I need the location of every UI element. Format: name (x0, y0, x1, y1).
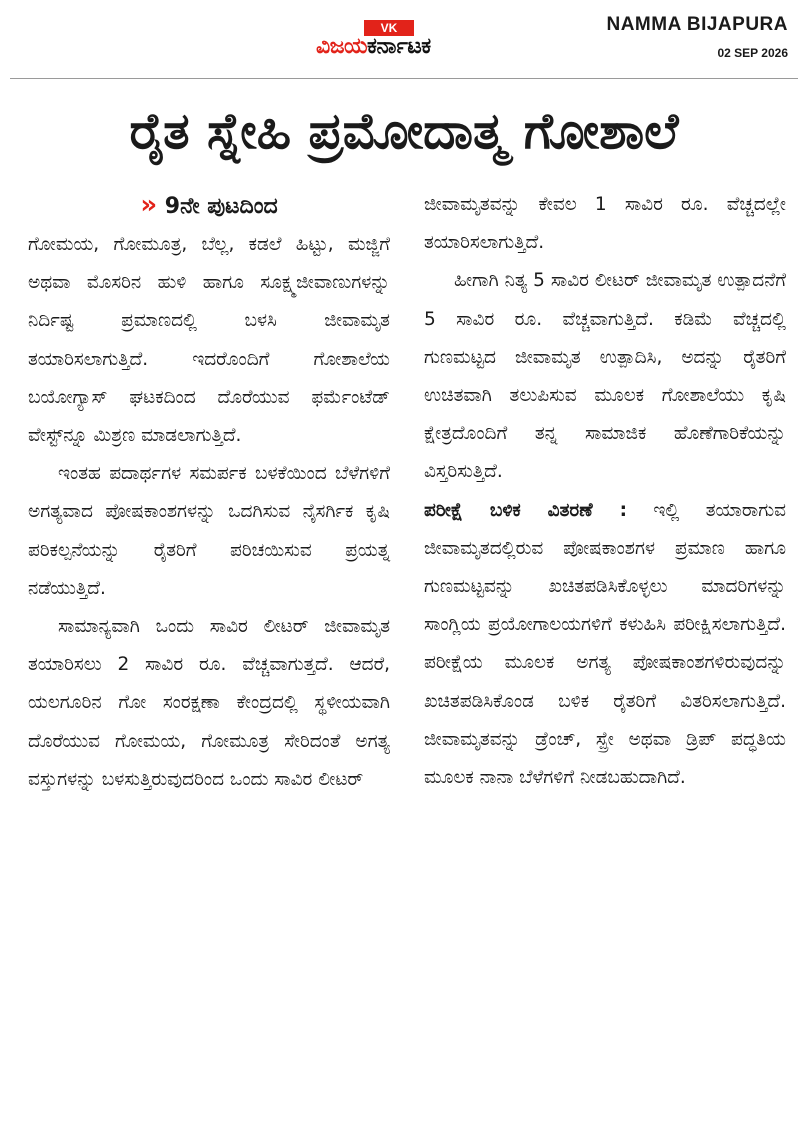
paragraph: ಇಂತಹ ಪದಾರ್ಥಗಳ ಸಮರ್ಪಕ ಬಳಕೆಯಿಂದ ಬೆಳೆಗಳಿಗೆ ಅಗತ್ಯವಾದ ಪೋಷಕಾಂಶಗಳನ್ನು ಒದಗಿಸುವ ನೈಸರ್ಗಿಕ ಕೃಷಿ ಪರಿಕಲ್ಪನೆಯನ್ನು ರೈತರಿಗೆ ಪರಿಚಯಿಸುವ ಪ್ರಯತ್ನ ನಡೆಯುತ್ತಿದೆ. (28, 463, 390, 599)
continued-arrow-icon: » (140, 190, 158, 220)
newspaper-name-part2: ಕರ್ನಾಟಕ (367, 34, 431, 59)
article-body (28, 186, 786, 1116)
edition-info (606, 14, 788, 60)
edition-name: NAMMA BIJAPURA (606, 14, 788, 35)
continued-from-label (28, 186, 390, 226)
paragraph (424, 492, 786, 798)
paragraph: ಸಾಮಾನ್ಯವಾಗಿ ಒಂದು ಸಾವಿರ ಲೀಟರ್ ಜೀವಾಮೃತ ತಯಾರಿಸಲು 2 ಸಾವಿರ ರೂ. ವೆಚ್ಚವಾಗುತ್ತದೆ. ಆದರೆ, ಯಲಗೂರಿನ ಗೋ ಸಂರಕ್ಷಣಾ ಕೇಂದ್ರದಲ್ಲಿ ಸ್ಥಳೀಯವಾಗಿ ದೊರೆಯುವ ಗೋಮಯ, ಗೋಮೂತ್ರ ಸೇರಿದಂತೆ ಅಗತ್ಯ ವಸ್ತುಗಳನ್ನು ಬಳಸುತ್ತಿರುವುದರಿಂದ ಒಂದು ಸಾವಿರ ಲೀಟರ್ (28, 616, 390, 790)
paragraph: ಹೀಗಾಗಿ ನಿತ್ಯ 5 ಸಾವಿರ ಲೀಟರ್ ಜೀವಾಮೃತ ಉತ್ಪಾದನೆಗೆ 5 ಸಾವಿರ ರೂ. ವೆಚ್ಚವಾಗುತ್ತಿದೆ. ಕಡಿಮೆ ವೆಚ್ಚದಲ್ಲಿ ಗುಣಮಟ್ಟದ ಜೀವಾಮೃತ ಉತ್ಪಾದಿಸಿ, ಅದನ್ನು ರೈತರಿಗೆ ಉಚಿತವಾಗಿ ತಲುಪಿಸುವ ಮೂಲಕ ಗೋಶಾಲೆಯು ಕೃಷಿ ಕ್ಷೇತ್ರದೊಂದಿಗೆ ತನ್ನ ಸಾಮಾಜಿಕ ಹೊಣೆಗಾರಿಕೆಯನ್ನು ವಿಸ್ತರಿಸುತ್ತಿದೆ. (424, 270, 786, 483)
continued-text: 9ನೇ ಪುಟದಿಂದ (164, 194, 278, 219)
vk-badge: VK (364, 20, 414, 36)
paragraph: ಗೋಮಯ, ಗೋಮೂತ್ರ, ಬೆಲ್ಲ, ಕಡಲೆ ಹಿಟ್ಟು, ಮಜ್ಜಿಗೆ ಅಥವಾ ಮೊಸರಿನ ಹುಳಿ ಹಾಗೂ ಸೂಕ್ಷ್ಮಜೀವಾಣುಗಳನ್ನು ನಿರ್ದಿಷ್ಟ ಪ್ರಮಾಣದಲ್ಲಿ ಬಳಸಿ ಜೀವಾಮೃತ ತಯಾರಿಸಲಾಗುತ್ತಿದೆ. ಇದರೊಂದಿಗೆ ಗೋಶಾಲೆಯ ಬಯೋಗ್ಯಾಸ್ ಘಟಕದಿಂದ ದೊರೆಯುವ ಫರ್ಮೆಂಟೆಡ್ ವೇಸ್ಟ್‌ನ್ನೂ ಮಿಶ್ರಣ ಮಾಡಲಾಗುತ್ತಿದೆ. (28, 234, 390, 447)
masthead-divider (10, 78, 798, 79)
article-column-1 (28, 186, 390, 1116)
article-column-2 (424, 186, 786, 1116)
paragraph: ಜೀವಾಮೃತವನ್ನು ಕೇವಲ 1 ಸಾವಿರ ರೂ. ವೆಚ್ಚದಲ್ಲೇ ತಯಾರಿಸಲಾಗುತ್ತಿದೆ. (424, 194, 786, 254)
paragraph-text: ಇಲ್ಲಿ ತಯಾರಾಗುವ ಜೀವಾಮೃತದಲ್ಲಿರುವ ಪೋಷಕಾಂಶಗಳ ಪ್ರಮಾಣ ಹಾಗೂ ಗುಣಮಟ್ಟವನ್ನು ಖಚಿತಪಡಿಸಿಕೊಳ್ಳಲು ಮಾದರಿಗಳನ್ನು ಸಾಂಗ್ಲಿಯ ಪ್ರಯೋಗಾಲಯಗಳಿಗೆ ಕಳುಹಿಸಿ ಪರೀಕ್ಷಿಸಲಾಗುತ್ತಿದೆ. ಪರೀಕ್ಷೆಯ ಮೂಲಕ ಅಗತ್ಯ ಪೋಷಕಾಂಶಗಳಿರುವುದನ್ನು ಖಚಿತಪಡಿಸಿಕೊಂಡ ಬಳಿಕ ರೈತರಿಗೆ ವಿತರಿಸಲಾಗುತ್ತಿದೆ. ಜೀವಾಮೃತವನ್ನು ಡ್ರೆಂಚ್, ಸ್ಪ್ರೇ ಅಥವಾ ಡ್ರಿಪ್ ಪದ್ಧತಿಯ ಮೂಲಕ ನಾನಾ ಬೆಳೆಗಳಿಗೆ ನೀಡಬಹುದಾಗಿದೆ. (424, 499, 786, 789)
article-headline: ರೈತ ಸ್ನೇಹಿ ಪ್ರಮೋದಾತ್ಮ ಗೋಶಾಲೆ (129, 102, 679, 160)
section-subheading: ಪರೀಕ್ಷೆ ಬಳಿಕ ವಿತರಣೆ : (424, 499, 627, 521)
edition-date: 02 SEP 2026 (717, 46, 788, 60)
masthead (0, 0, 808, 80)
newspaper-name-part1: ವಿಜಯ (316, 34, 368, 59)
newspaper-name (316, 34, 431, 59)
